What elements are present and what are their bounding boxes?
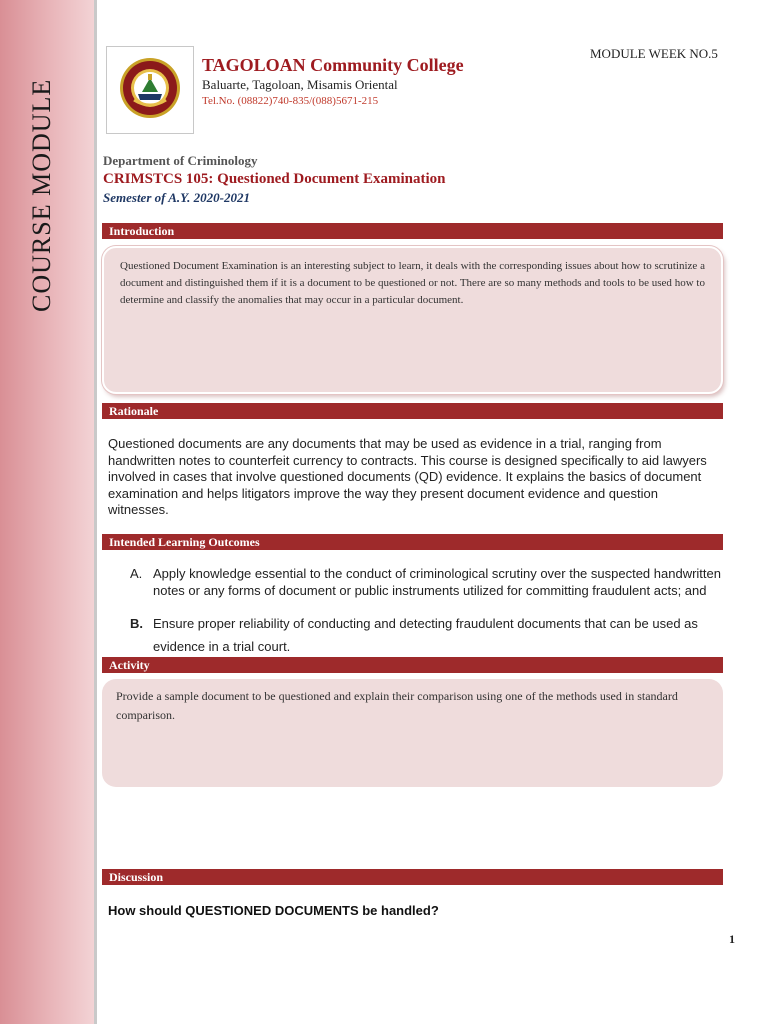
- college-name: TAGOLOAN Community College: [202, 55, 464, 75]
- college-address: Baluarte, Tagoloan, Misamis Oriental: [202, 77, 398, 92]
- rationale-text: Questioned documents are any documents that may be used as evidence in a trial, ranging from handwritten notes to counterfeit currency to contracts. This course is designed specifically to aid lawyers involved in cases that involve questioned documents (QD) evidence. It explains the basics of document examination and helps litigators improve the way they present document evidence and question witnesses.: [108, 436, 707, 517]
- learning-outcome-marker: A.: [130, 566, 143, 581]
- page-number: 1: [729, 932, 735, 946]
- learning-outcomes-heading: Intended Learning Outcomes: [102, 534, 723, 550]
- activity-text: Provide a sample document to be questioned and explain their comparison using one of the methods used in standard comparison.: [116, 689, 678, 722]
- sidebar-divider: [94, 0, 97, 1024]
- learning-outcome-marker: B.: [130, 616, 143, 631]
- learning-outcome-text: Apply knowledge essential to the conduct of criminological scrutiny over the suspected handwritten notes or any forms of document or public instruments utilized for committing fraudulent acts; and: [153, 566, 721, 598]
- activity-heading: Activity: [102, 657, 723, 673]
- department-name: Department of Criminology: [103, 153, 258, 168]
- discussion-heading: Discussion: [102, 869, 723, 885]
- course-title: CRIMSTCS 105: Questioned Document Examination: [103, 171, 446, 187]
- module-week-label: MODULE WEEK NO.5: [590, 46, 718, 61]
- semester-label: Semester of A.Y. 2020-2021: [103, 190, 250, 205]
- sidebar-title: COURSE MODULE: [27, 78, 56, 312]
- rationale-heading: Rationale: [102, 403, 723, 419]
- introduction-heading: Introduction: [102, 223, 723, 239]
- learning-outcome-item: [130, 616, 730, 656]
- introduction-text: Questioned Document Examination is an interesting subject to learn, it deals with the corresponding issues about how to scrutinize a document and distinguished them if it is a document to be questioned or not. There are so many methods and tools to be used how to determine and classify the anomalies that may occur in a particular document.: [120, 260, 705, 306]
- college-logo: [106, 46, 194, 134]
- activity-box: [102, 679, 723, 787]
- learning-outcome-item: [130, 566, 730, 616]
- discussion-question: How should QUESTIONED DOCUMENTS be handled?: [108, 903, 439, 918]
- college-seal-icon: [118, 56, 182, 120]
- learning-outcome-text: Ensure proper reliability of conducting and detecting fraudulent documents that can be used as evidence in a trial court.: [153, 616, 698, 654]
- college-telephone: Tel.No. (08822)740-835/(088)5671-215: [202, 95, 379, 107]
- introduction-box: [102, 246, 723, 394]
